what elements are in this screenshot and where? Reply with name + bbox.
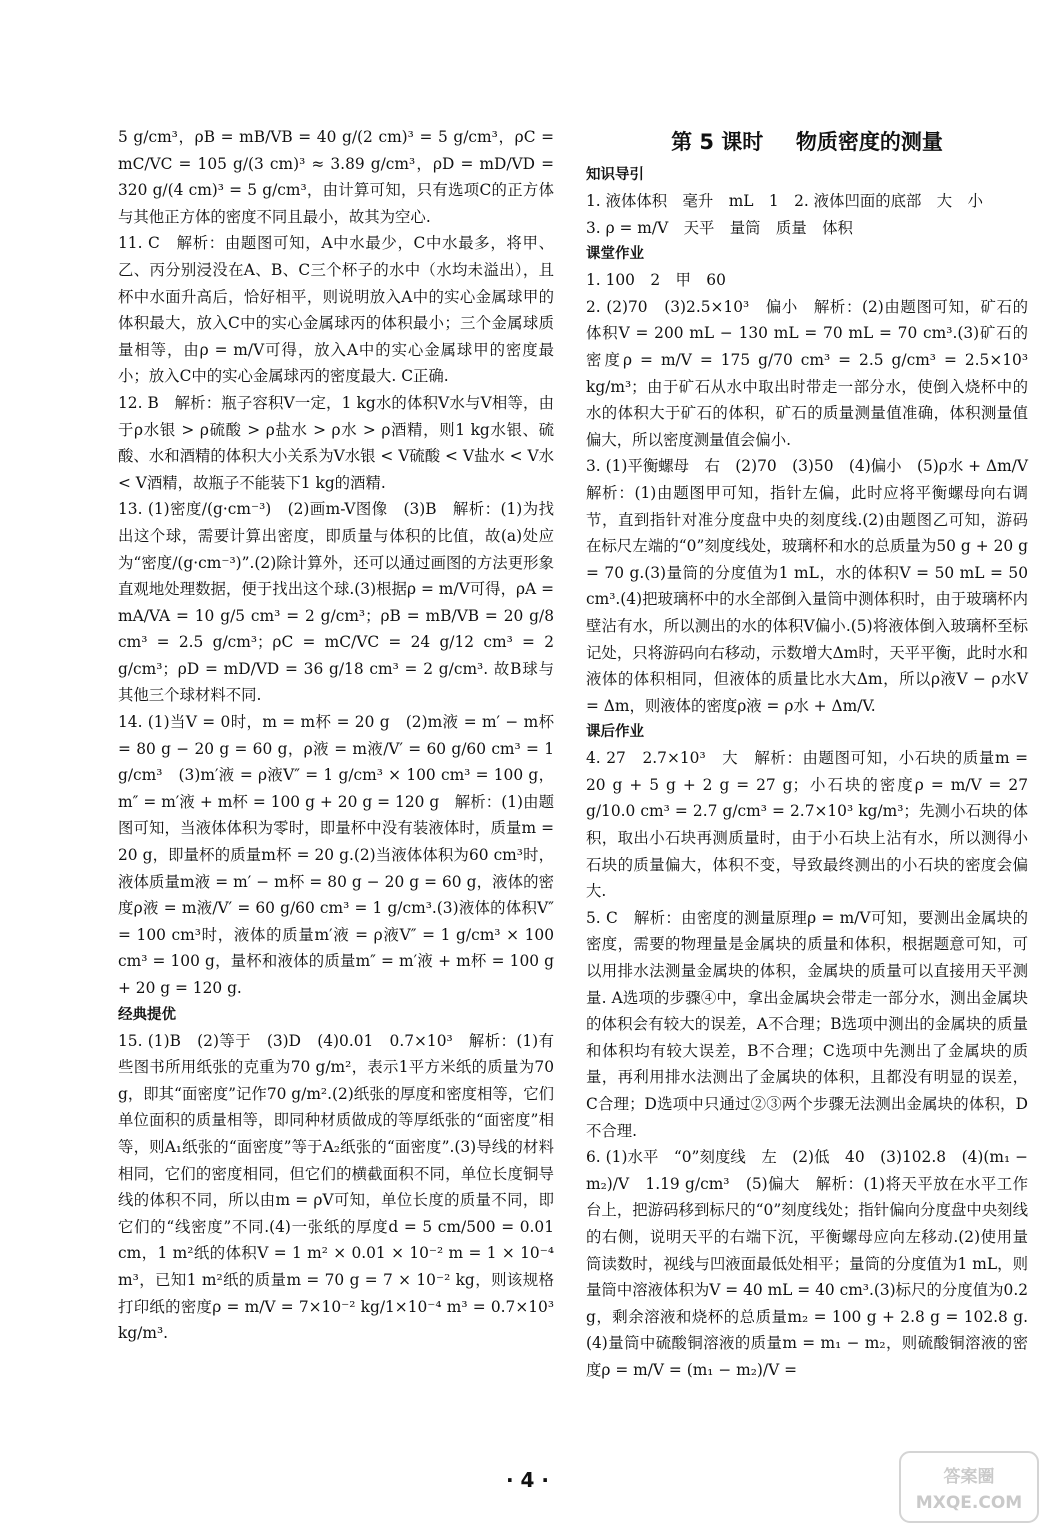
paragraph: 1. 100 2 甲 60 [586, 271, 726, 290]
paragraph: 6. (1)水平 “0”刻度线 左 (2)低 40 (3)102.8 (4)(m₁ − m₂)/V 1.19 g/cm³ (5)偏大 解析：(1)将天平放在水平工作台上，把游码移到标尺的“0”刻度线处；指针偏向分度盘中央刻线的右侧，说明天平的右端下沉，平衡螺母应向左移动.(2)使用量筒读数时，视线与凹液面最低处相平；量筒的分度值为1 mL，则量筒中溶液体积为V = 40 mL = 40 cm³.(3)标尺的分度值为0.2 g，剩余溶液和烧杯的总质量m₂ = 100 g + 2.8 g = 102.8 g.(4)量筒中硫酸铜溶液的质量m = m₁ − m₂，则硫酸铜溶液的密度ρ = m/V = (m₁ − m₂)/V = [586, 1148, 1028, 1379]
section-heading: 经典提优 [118, 1006, 176, 1023]
right-column [586, 124, 1044, 1384]
watermark-url: MXQE.COM [915, 1493, 1023, 1513]
paragraph: 11. C 解析：由题图可知，A中水最少，C中水最多，将甲、乙、丙分别浸没在A、B、C三个杯子的水中（水均未溢出），且杯中水面升高后，恰好相平，则说明放入A中的实心金属球甲的体积最大，放入C中的实心金属球丙的体积最小；三个金属球质量相等，由ρ = m/V可得，放入A中的实心金属球甲的密度最小；放入C中的实心金属球丙的密度最大. C正确. [118, 234, 554, 386]
paragraph: 5. C 解析：由密度的测量原理ρ = m/V可知，要测出金属块的密度，需要的物理量是金属块的质量和体积，根据题意可知，可以用排水法测量金属块的体积，金属块的质量可以直接用天平测量. A选项的步骤④中，拿出金属块会带走一部分水，测出金属块的体积会有较大的误差，A不合理；B选项中测出的金属块的质量和体积均有较大误差，B不合理；C选项中先测出了金属块的质量，再利用排水法测出了金属块的体积，且都没有明显的误差，C合理；D选项中只通过②③两个步骤无法测出金属块的体积，D不合理. [586, 908, 1028, 1140]
page-number: · 4 · [505, 1468, 550, 1492]
lesson-title [586, 124, 1028, 160]
watermark-title: 答案圈 [943, 1467, 995, 1487]
watermark-logo [896, 1448, 1042, 1526]
paragraph: 3. ρ = m/V 天平 量筒 质量 体积 [586, 218, 853, 237]
paragraph: 5 g/cm³，ρB = mB/VB = 40 g/(2 cm)³ = 5 g/cm³，ρC = mC/VC = 105 g/(3 cm)³ ≈ 3.89 g/cm³，ρD = mD/VD = 320 g/(4 cm)³ = 5 g/cm³，由计算可知，只有选项C的正方体与其他正方体的密度不同且最小，故其为空心. [118, 128, 554, 226]
paragraph: 12. B 解析：瓶子容积V一定，1 kg水的体积V水与V相等，由于ρ水银 > ρ硫酸 > ρ盐水 > ρ水 > ρ酒精，则1 kg水银、硫酸、水和酒精的体积大小关系为V水银 < V硫酸 < V盐水 < V水 < V酒精，故瓶子不能装下1 kg的酒精. [118, 393, 554, 492]
section-heading: 知识导引 [586, 167, 644, 183]
paragraph: 14. (1)当V = 0时，m = m杯 = 20 g (2)m液 = m′ − m杯 = 80 g − 20 g = 60 g，ρ液 = m液/V′ = 60 g/60 cm³ = 1 g/cm³ (3)m′液 = ρ液V″ = 1 g/cm³ × 100 cm³ = 100 g，m″ = m′液 + m杯 = 100 g + 20 g = 120 g 解析：(1)由题图可知，当液体体积为零时，即量杯中没有装液体时，质量m = 20 g，即量杯的质量m杯 = 20 g.(2)当液体体积为60 cm³时，液体质量m液 = m′ − m杯 = 80 g − 20 g = 60 g，液体的密度ρ液 = m液/V′ = 60 g/60 cm³ = 1 g/cm³.(3)液体的体积V″ = 100 cm³时，液体的质量m′液 = ρ液V″ = 1 g/cm³ × 100 cm³ = 100 g，量杯和液体的质量m″ = m′液 + m杯 = 100 g + 20 g = 120 g. [118, 713, 554, 997]
section-heading: 课堂作业 [586, 246, 644, 263]
paragraph: 4. 27 2.7×10³ 大 解析：由题图可知，小石块的质量m = 20 g + 5 g + 2 g = 27 g；小石块的密度ρ = m/V = 27 g/10.0 cm³ = 2.7 g/cm³ = 2.7×10³ kg/m³；先测小石块的体积，取出小石块再测质量时，由于小石块上沾有水，所以测得小石块的质量偏大，体积不变，导致最终测出的小石块的密度会偏大. [586, 749, 1028, 901]
paragraph: 3. (1)平衡螺母 右 (2)70 (3)50 (4)偏小 (5)ρ水 + Δm/V 解析：(1)由题图甲可知，指针左偏，此时应将平衡螺母向右调节，直到指针对准分度盘中央的刻度线.(2)由题图乙可知，游码在标尺左端的“0”刻度线处，玻璃杯和水的总质量为50 g + 20 g = 70 g.(3)量筒的分度值为1 mL，水的体积V = 50 mL = 50 cm³.(4)把玻璃杯中的水全部倒入量筒中测体积时，由于玻璃杯内壁沾有水，所以测出的水的体积V偏小.(5)将液体倒入玻璃杯至标记处，只将游码向右移动，示数增大Δm时，天平平衡，此时水和液体的体积相同，但液体的质量比水大Δm，所以ρ液V − ρ水V = Δm，则液体的密度ρ液 = ρ水 + Δm/V. [586, 457, 1044, 715]
paragraph: 1. 液体体积 毫升 mL 1 2. 液体凹面的底部 大 小 [586, 192, 983, 210]
paragraph: 13. (1)密度/(g·cm⁻³) (2)画m-V图像 (3)B 解析：(1)为找出这个球，需要计算出密度，即质量与体积的比值，故(a)处应为“密度/(g·cm⁻³)”.(2)除计算外，还可以通过画图的方法更形象直观地处理数据，便于找出这个球.(3)根据ρ = m/V可得，ρA = mA/VA = 10 g/5 cm³ = 2 g/cm³；ρB = mB/VB = 20 g/8 cm³ = 2.5 g/cm³；ρC = mC/VC = 24 g/12 cm³ = 2 g/cm³；ρD = mD/VD = 36 g/18 cm³ = 2 g/cm³. 故B球与其他三个球材料不同. [118, 500, 554, 705]
paragraph: 15. (1)B (2)等于 (3)D (4)0.01 0.7×10³ 解析：(1)有些图书所用纸张的克重为70 g/m²，表示1平方米纸的质量为70 g，即其“面密度”记作70 g/m².(2)纸张的厚度和密度相等，它们单位面积的质量相等，即同种材质做成的等厚纸张的“面密度”相等，则A₁纸张的“面密度”等于A₂纸张的“面密度”.(3)导线的材料相同，它们的密度相同，但它们的横截面积不同，单位长度铜导线的体积不同，所以由m = ρV可知，单位长度的质量不同，即它们的“线密度”不同.(4)一张纸的厚度d = 5 cm/500 = 0.01 cm，1 m²纸的体积V = 1 m² × 0.01 × 10⁻² m = 1 × 10⁻⁴ m³，已知1 m²纸的质量m = 70 g = 7 × 10⁻² kg，则该规格打印纸的密度ρ = m/V = 7×10⁻² kg/1×10⁻⁴ m³ = 0.7×10³ kg/m³. [118, 1031, 554, 1343]
paragraph: 2. (2)70 (3)2.5×10³ 偏小 解析：(2)由题图可知，矿石的体积V = 200 mL − 130 mL = 70 mL = 70 cm³.(3)矿石的密度ρ = m/V = 175 g/70 cm³ = 2.5 g/cm³ = 2.5×10³ kg/m³；由于矿石从水中取出时带走一部分水，使倒入烧杯中的水的体积大于矿石的体积，矿石的质量测量值准确，体积测量值偏大，所以密度测量值会偏小. [586, 297, 1028, 449]
left-column [118, 124, 554, 1347]
section-heading: 课后作业 [586, 724, 644, 741]
lesson-number: 第 5 课时 [671, 130, 764, 154]
lesson-topic: 物质密度的测量 [795, 130, 943, 154]
